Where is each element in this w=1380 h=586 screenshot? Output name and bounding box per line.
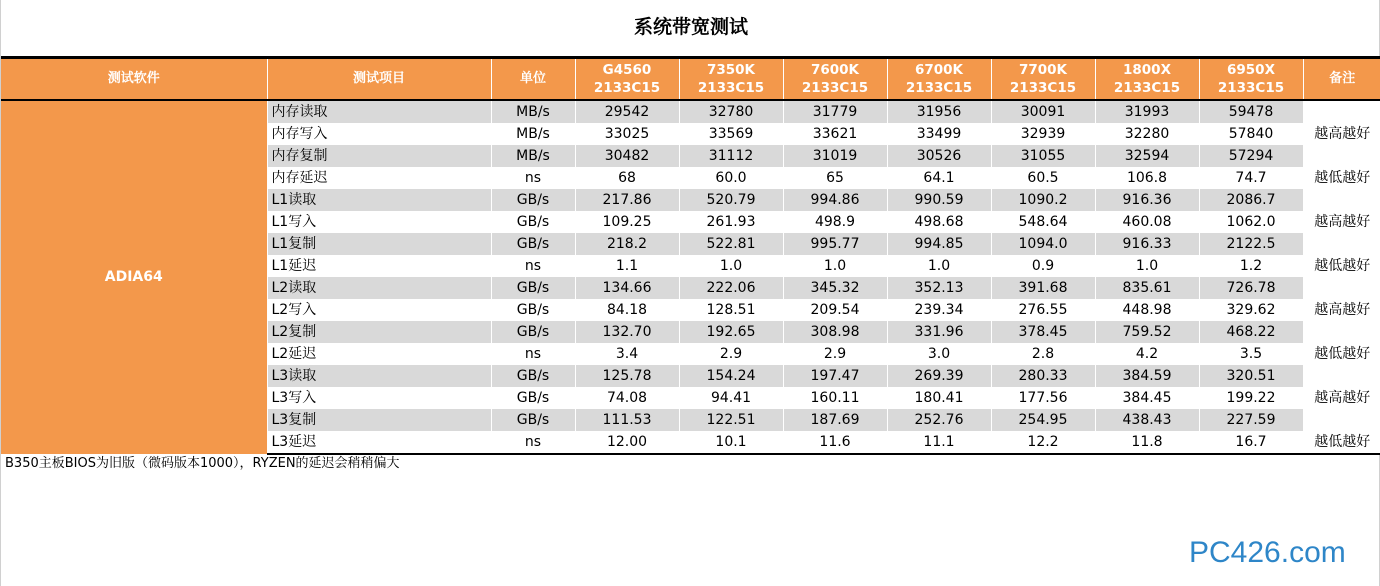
header-item: 测试项目 [267,58,491,100]
item-cell: L2复制 [267,321,491,343]
cpu-mem: 2133C15 [697,79,765,96]
value-cell: 438.43 [1095,409,1199,431]
note-cell: 越高越好 [1303,189,1380,255]
note-cell: 越高越好 [1303,365,1380,431]
value-cell: 33569 [679,123,783,145]
table-body [1,100,1380,454]
value-cell: 331.96 [887,321,991,343]
value-cell: 3.0 [887,343,991,365]
item-cell: L3读取 [267,365,491,387]
value-cell: 1.0 [783,255,887,277]
cpu-mem: 2133C15 [593,79,661,96]
unit-cell: MB/s [491,123,575,145]
value-cell: 239.34 [887,299,991,321]
value-cell: 995.77 [783,233,887,255]
value-cell: 2086.7 [1199,189,1303,211]
item-cell: L3延迟 [267,431,491,454]
value-cell: 726.78 [1199,277,1303,299]
header-cpu [991,58,1095,100]
cpu-mem: 2133C15 [1009,79,1077,96]
unit-cell: ns [491,255,575,277]
value-cell: 2.9 [783,343,887,365]
value-cell: 280.33 [991,365,1095,387]
value-cell: 345.32 [783,277,887,299]
value-cell: 31779 [783,100,887,123]
value-cell: 329.62 [1199,299,1303,321]
value-cell: 199.22 [1199,387,1303,409]
value-cell: 177.56 [991,387,1095,409]
value-cell: 269.39 [887,365,991,387]
item-cell: L3写入 [267,387,491,409]
value-cell: 60.0 [679,167,783,189]
value-cell: 209.54 [783,299,887,321]
note-cell: 越低越好 [1303,343,1380,365]
item-cell: L1延迟 [267,255,491,277]
header-cpu [1095,58,1199,100]
value-cell: 522.81 [679,233,783,255]
value-cell: 29542 [575,100,679,123]
value-cell: 32939 [991,123,1095,145]
value-cell: 134.66 [575,277,679,299]
value-cell: 128.51 [679,299,783,321]
value-cell: 378.45 [991,321,1095,343]
value-cell: 2.9 [679,343,783,365]
value-cell: 32280 [1095,123,1199,145]
unit-cell: GB/s [491,409,575,431]
value-cell: 33499 [887,123,991,145]
value-cell: 30482 [575,145,679,167]
value-cell: 94.41 [679,387,783,409]
value-cell: 132.70 [575,321,679,343]
header-cpu [575,58,679,100]
value-cell: 252.76 [887,409,991,431]
cpu-mem: 2133C15 [905,79,973,96]
cpu-mem: 2133C15 [801,79,869,96]
value-cell: 59478 [1199,100,1303,123]
item-cell: L3复制 [267,409,491,431]
value-cell: 11.8 [1095,431,1199,454]
value-cell: 994.85 [887,233,991,255]
value-cell: 916.36 [1095,189,1199,211]
cpu-name: 7350K [706,61,756,78]
value-cell: 187.69 [783,409,887,431]
value-cell: 12.00 [575,431,679,454]
value-cell: 84.18 [575,299,679,321]
value-cell: 197.47 [783,365,887,387]
value-cell: 31956 [887,100,991,123]
item-cell: L1读取 [267,189,491,211]
item-cell: 内存延迟 [267,167,491,189]
unit-cell: GB/s [491,211,575,233]
value-cell: 384.45 [1095,387,1199,409]
note-cell: 越低越好 [1303,167,1380,189]
value-cell: 74.08 [575,387,679,409]
value-cell: 16.7 [1199,431,1303,454]
value-cell: 468.22 [1199,321,1303,343]
item-cell: 内存读取 [267,100,491,123]
unit-cell: GB/s [491,321,575,343]
value-cell: 31112 [679,145,783,167]
item-cell: L1写入 [267,211,491,233]
value-cell: 64.1 [887,167,991,189]
cpu-name: 6700K [914,61,964,78]
header-software: 测试软件 [1,58,267,100]
value-cell: 3.4 [575,343,679,365]
note-cell: 越低越好 [1303,255,1380,277]
value-cell: 74.7 [1199,167,1303,189]
value-cell: 2122.5 [1199,233,1303,255]
value-cell: 1.0 [1095,255,1199,277]
value-cell: 3.5 [1199,343,1303,365]
value-cell: 111.53 [575,409,679,431]
value-cell: 261.93 [679,211,783,233]
note-cell: 越高越好 [1303,277,1380,343]
value-cell: 180.41 [887,387,991,409]
table-row [1,100,1380,123]
value-cell: 352.13 [887,277,991,299]
value-cell: 33025 [575,123,679,145]
item-cell: 内存复制 [267,145,491,167]
value-cell: 218.2 [575,233,679,255]
cpu-name: 6950X [1227,61,1275,78]
cpu-mem: 2133C15 [1113,79,1181,96]
cpu-name: G4560 [602,61,652,78]
value-cell: 68 [575,167,679,189]
header-cpu [783,58,887,100]
value-cell: 520.79 [679,189,783,211]
value-cell: 122.51 [679,409,783,431]
value-cell: 384.59 [1095,365,1199,387]
unit-cell: ns [491,431,575,454]
value-cell: 460.08 [1095,211,1199,233]
value-cell: 227.59 [1199,409,1303,431]
note-cell: 越低越好 [1303,431,1380,454]
value-cell: 65 [783,167,887,189]
value-cell: 498.9 [783,211,887,233]
value-cell: 1.0 [887,255,991,277]
note-cell: 越高越好 [1303,100,1380,167]
header-cpu [679,58,783,100]
value-cell: 1.1 [575,255,679,277]
value-cell: 0.9 [991,255,1095,277]
unit-cell: GB/s [491,233,575,255]
unit-cell: GB/s [491,299,575,321]
value-cell: 835.61 [1095,277,1199,299]
watermark-text: PC426.com [1189,536,1346,569]
value-cell: 31055 [991,145,1095,167]
item-cell: L2写入 [267,299,491,321]
value-cell: 1090.2 [991,189,1095,211]
value-cell: 222.06 [679,277,783,299]
unit-cell: ns [491,343,575,365]
value-cell: 109.25 [575,211,679,233]
value-cell: 30091 [991,100,1095,123]
unit-cell: GB/s [491,189,575,211]
value-cell: 106.8 [1095,167,1199,189]
header-row [1,58,1380,100]
value-cell: 759.52 [1095,321,1199,343]
unit-cell: GB/s [491,365,575,387]
value-cell: 1.2 [1199,255,1303,277]
value-cell: 320.51 [1199,365,1303,387]
value-cell: 160.11 [783,387,887,409]
value-cell: 31993 [1095,100,1199,123]
item-cell: L2延迟 [267,343,491,365]
value-cell: 32594 [1095,145,1199,167]
value-cell: 391.68 [991,277,1095,299]
footnote: B350主板BIOS为旧版（微码版本1000），RYZEN的延迟会稍稍偏大 [5,456,400,471]
header-unit: 单位 [491,58,575,100]
value-cell: 57840 [1199,123,1303,145]
value-cell: 916.33 [1095,233,1199,255]
header-cpu [887,58,991,100]
value-cell: 994.86 [783,189,887,211]
unit-cell: MB/s [491,100,575,123]
value-cell: 4.2 [1095,343,1199,365]
value-cell: 276.55 [991,299,1095,321]
table-title: 系统带宽测试 [633,16,748,38]
unit-cell: MB/s [491,145,575,167]
cpu-mem: 2133C15 [1217,79,1285,96]
value-cell: 12.2 [991,431,1095,454]
value-cell: 125.78 [575,365,679,387]
benchmark-table [1,56,1380,455]
value-cell: 11.1 [887,431,991,454]
cpu-name: 7700K [1018,61,1068,78]
value-cell: 31019 [783,145,887,167]
header-cpu [1199,58,1303,100]
unit-cell: ns [491,167,575,189]
value-cell: 254.95 [991,409,1095,431]
cpu-name: 7600K [810,61,860,78]
value-cell: 154.24 [679,365,783,387]
item-cell: L1复制 [267,233,491,255]
item-cell: 内存写入 [267,123,491,145]
value-cell: 192.65 [679,321,783,343]
unit-cell: GB/s [491,387,575,409]
value-cell: 548.64 [991,211,1095,233]
value-cell: 30526 [887,145,991,167]
value-cell: 1.0 [679,255,783,277]
watermark-logo [1187,530,1365,574]
item-cell: L2读取 [267,277,491,299]
value-cell: 57294 [1199,145,1303,167]
value-cell: 11.6 [783,431,887,454]
software-cell: ADIA64 [1,100,267,454]
value-cell: 1094.0 [991,233,1095,255]
header-note: 备注 [1303,58,1380,100]
value-cell: 498.68 [887,211,991,233]
unit-cell: GB/s [491,277,575,299]
value-cell: 448.98 [1095,299,1199,321]
value-cell: 2.8 [991,343,1095,365]
cpu-name: 1800X [1123,61,1171,78]
value-cell: 990.59 [887,189,991,211]
value-cell: 1062.0 [1199,211,1303,233]
value-cell: 308.98 [783,321,887,343]
value-cell: 32780 [679,100,783,123]
value-cell: 10.1 [679,431,783,454]
value-cell: 60.5 [991,167,1095,189]
value-cell: 33621 [783,123,887,145]
value-cell: 217.86 [575,189,679,211]
